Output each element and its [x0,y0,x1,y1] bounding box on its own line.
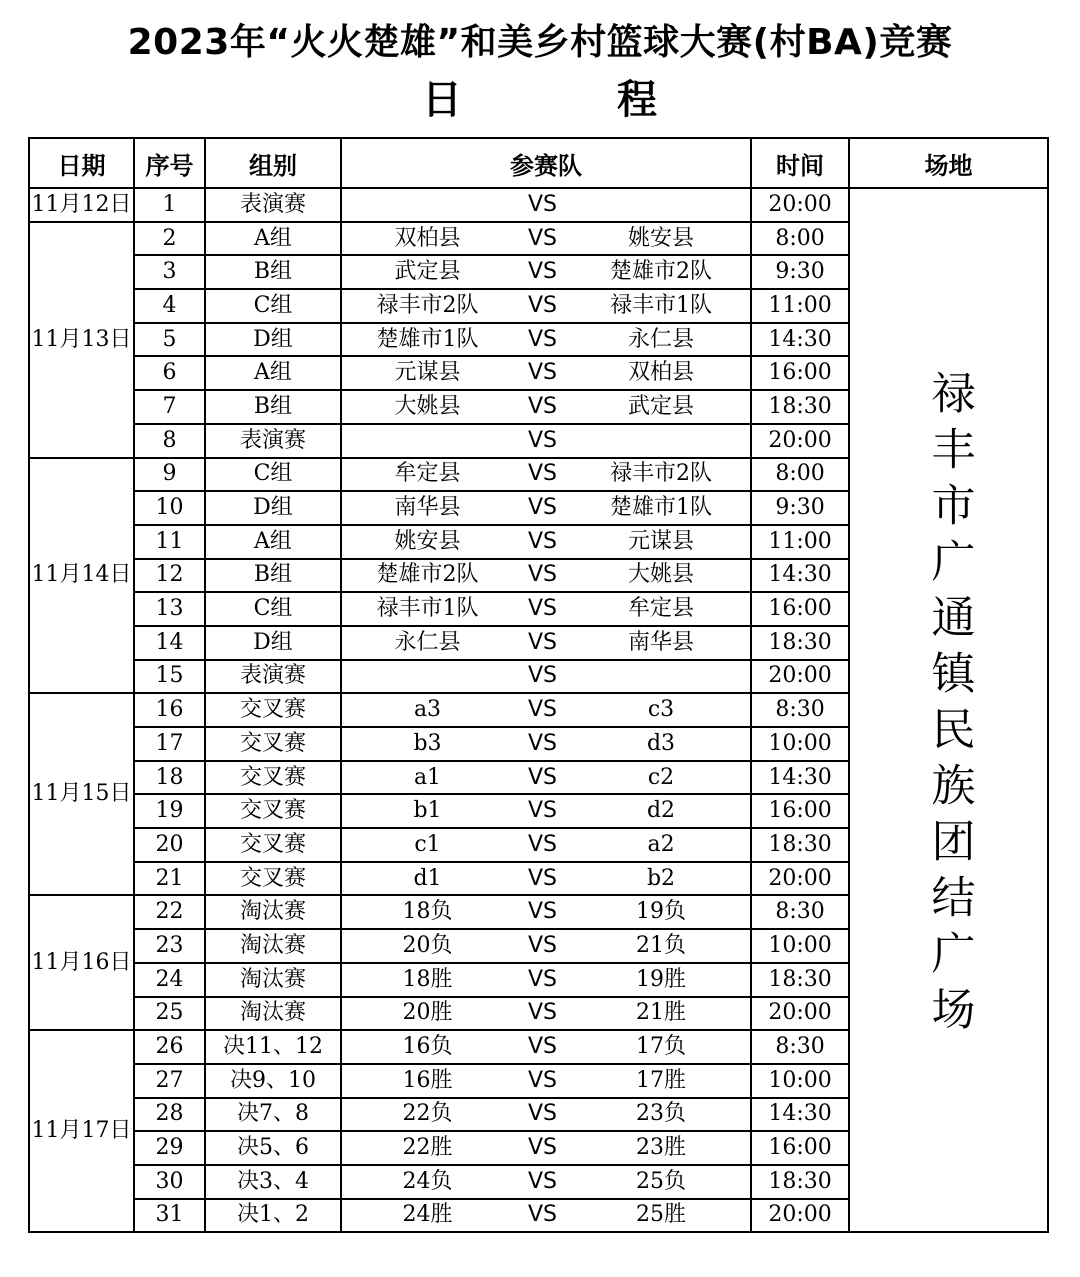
vs-cell: VS [513,1131,572,1165]
group-cell: 决3、4 [205,1165,341,1199]
match-number: 20 [134,828,205,862]
team1-cell: 南华县 [341,491,513,525]
vs-cell: VS [513,390,572,424]
vs-cell: VS [513,761,572,795]
group-cell: 交叉赛 [205,761,341,795]
match-number: 25 [134,997,205,1031]
team2-cell: 牟定县 [572,592,751,626]
group-cell: B组 [205,255,341,289]
team2-cell: 姚安县 [572,222,751,256]
date-cell: 11月14日 [29,458,134,694]
vs-cell: VS [513,727,572,761]
time-cell: 20:00 [751,1199,849,1233]
time-cell: 20:00 [751,997,849,1031]
time-cell: 9:30 [751,491,849,525]
time-cell: 18:30 [751,828,849,862]
vs-cell: VS [513,491,572,525]
vs-cell: VS [513,525,572,559]
team2-cell: 23负 [572,1098,751,1132]
team1-cell [341,424,513,458]
vs-cell: VS [513,559,572,593]
header-teams: 参赛队 [341,138,751,188]
date-cell: 11月16日 [29,895,134,1030]
vs-cell: VS [513,424,572,458]
match-number: 27 [134,1064,205,1098]
match-number: 29 [134,1131,205,1165]
time-cell: 14:30 [751,761,849,795]
vs-cell: VS [513,222,572,256]
vs-cell: VS [513,660,572,694]
time-cell: 10:00 [751,929,849,963]
schedule-body [29,188,1048,1232]
group-cell: B组 [205,559,341,593]
time-cell: 9:30 [751,255,849,289]
team1-cell: 双柏县 [341,222,513,256]
group-cell: 表演赛 [205,424,341,458]
document-title: 2023年“火火楚雄”和美乡村篮球大赛(村BA)竞赛 [127,22,953,63]
vs-cell: VS [513,929,572,963]
team2-cell: 21胜 [572,997,751,1031]
team2-cell: 武定县 [572,390,751,424]
vs-cell: VS [513,356,572,390]
team1-cell: 22胜 [341,1131,513,1165]
vs-cell: VS [513,693,572,727]
time-cell: 14:30 [751,323,849,357]
match-number: 2 [134,222,205,256]
time-cell: 18:30 [751,963,849,997]
header-time: 时间 [751,138,849,188]
time-cell: 8:30 [751,895,849,929]
team2-cell: 25胜 [572,1199,751,1233]
team1-cell: 18负 [341,895,513,929]
team1-cell: 楚雄市1队 [341,323,513,357]
date-cell: 11月15日 [29,693,134,895]
team2-cell: a2 [572,828,751,862]
team2-cell [572,660,751,694]
vs-cell: VS [513,862,572,896]
match-number: 13 [134,592,205,626]
vs-cell: VS [513,794,572,828]
time-cell: 11:00 [751,525,849,559]
time-cell: 20:00 [751,188,849,222]
team1-cell: 24胜 [341,1199,513,1233]
team1-cell: 姚安县 [341,525,513,559]
vs-cell: VS [513,1165,572,1199]
vs-cell: VS [513,255,572,289]
match-number: 23 [134,929,205,963]
team2-cell: 禄丰市2队 [572,458,751,492]
team1-cell: 20负 [341,929,513,963]
team2-cell: c2 [572,761,751,795]
team2-cell: 楚雄市2队 [572,255,751,289]
match-number: 8 [134,424,205,458]
match-number: 17 [134,727,205,761]
group-cell: 交叉赛 [205,828,341,862]
team1-cell: 16胜 [341,1064,513,1098]
time-cell: 18:30 [751,390,849,424]
time-cell: 8:00 [751,458,849,492]
team2-cell: 楚雄市1队 [572,491,751,525]
group-cell: 表演赛 [205,188,341,222]
team2-cell: d3 [572,727,751,761]
team2-cell: 21负 [572,929,751,963]
group-cell: 淘汰赛 [205,997,341,1031]
time-cell: 20:00 [751,660,849,694]
group-cell: C组 [205,592,341,626]
time-cell: 8:00 [751,222,849,256]
group-cell: C组 [205,289,341,323]
group-cell: 交叉赛 [205,727,341,761]
team1-cell: 禄丰市2队 [341,289,513,323]
group-cell: 决1、2 [205,1199,341,1233]
vs-cell: VS [513,626,572,660]
match-number: 31 [134,1199,205,1233]
header-venue: 场地 [849,138,1048,188]
group-cell: D组 [205,323,341,357]
group-cell: 淘汰赛 [205,929,341,963]
match-number: 21 [134,862,205,896]
team1-cell: a1 [341,761,513,795]
match-number: 26 [134,1030,205,1064]
header-seq: 序号 [134,138,205,188]
match-number: 18 [134,761,205,795]
team2-cell [572,424,751,458]
header-date: 日期 [29,138,134,188]
vs-cell: VS [513,592,572,626]
vs-cell: VS [513,963,572,997]
schedule-table [28,137,1049,1233]
vs-cell: VS [513,1199,572,1233]
vs-cell: VS [513,458,572,492]
group-cell: 淘汰赛 [205,895,341,929]
team2-cell: c3 [572,693,751,727]
group-cell: D组 [205,626,341,660]
team2-cell: 17胜 [572,1064,751,1098]
time-cell: 20:00 [751,424,849,458]
team2-cell: 双柏县 [572,356,751,390]
match-number: 9 [134,458,205,492]
match-number: 24 [134,963,205,997]
match-number: 22 [134,895,205,929]
time-cell: 10:00 [751,1064,849,1098]
header-row [29,138,1048,188]
match-number: 4 [134,289,205,323]
vs-cell: VS [513,323,572,357]
time-cell: 8:30 [751,1030,849,1064]
group-cell: 交叉赛 [205,693,341,727]
vs-cell: VS [513,997,572,1031]
team2-cell [572,188,751,222]
vs-cell: VS [513,1030,572,1064]
team1-cell: 禄丰市1队 [341,592,513,626]
match-number: 7 [134,390,205,424]
vs-cell: VS [513,188,572,222]
match-number: 28 [134,1098,205,1132]
team1-cell: 大姚县 [341,390,513,424]
group-cell: 决7、8 [205,1098,341,1132]
match-number: 16 [134,693,205,727]
group-cell: 决9、10 [205,1064,341,1098]
match-number: 5 [134,323,205,357]
team1-cell: b3 [341,727,513,761]
vs-cell: VS [513,1098,572,1132]
team1-cell: c1 [341,828,513,862]
date-cell: 11月17日 [29,1030,134,1232]
header-group: 组别 [205,138,341,188]
group-cell: A组 [205,356,341,390]
vs-cell: VS [513,1064,572,1098]
group-cell: B组 [205,390,341,424]
team1-cell [341,188,513,222]
time-cell: 14:30 [751,1098,849,1132]
team1-cell: 武定县 [341,255,513,289]
group-cell: 决5、6 [205,1131,341,1165]
team2-cell: 永仁县 [572,323,751,357]
date-cell: 11月13日 [29,222,134,458]
vs-cell: VS [513,289,572,323]
time-cell: 16:00 [751,592,849,626]
team2-cell: 大姚县 [572,559,751,593]
group-cell: 表演赛 [205,660,341,694]
team2-cell: 南华县 [572,626,751,660]
group-cell: C组 [205,458,341,492]
subtitle-char-1: 日 [422,77,462,123]
match-number: 14 [134,626,205,660]
match-number: 3 [134,255,205,289]
match-number: 19 [134,794,205,828]
team2-cell: 17负 [572,1030,751,1064]
team2-cell: 禄丰市1队 [572,289,751,323]
group-cell: A组 [205,222,341,256]
time-cell: 10:00 [751,727,849,761]
team1-cell: 18胜 [341,963,513,997]
team1-cell: d1 [341,862,513,896]
time-cell: 16:00 [751,1131,849,1165]
team2-cell: b2 [572,862,751,896]
match-number: 15 [134,660,205,694]
team1-cell [341,660,513,694]
team2-cell: d2 [572,794,751,828]
group-cell: 交叉赛 [205,794,341,828]
time-cell: 8:30 [751,693,849,727]
match-number: 6 [134,356,205,390]
group-cell: A组 [205,525,341,559]
venue-cell [849,188,1048,1232]
venue-name: 禄丰市广通镇民族团结广场 [923,369,975,1042]
team1-cell: 20胜 [341,997,513,1031]
team1-cell: 16负 [341,1030,513,1064]
time-cell: 16:00 [751,356,849,390]
vs-cell: VS [513,828,572,862]
team2-cell: 元谋县 [572,525,751,559]
time-cell: 18:30 [751,626,849,660]
team2-cell: 25负 [572,1165,751,1199]
team1-cell: b1 [341,794,513,828]
team1-cell: 永仁县 [341,626,513,660]
team2-cell: 23胜 [572,1131,751,1165]
match-number: 10 [134,491,205,525]
match-number: 11 [134,525,205,559]
table-row [29,188,1048,222]
team1-cell: 24负 [341,1165,513,1199]
team1-cell: 牟定县 [341,458,513,492]
team1-cell: 元谋县 [341,356,513,390]
time-cell: 18:30 [751,1165,849,1199]
group-cell: 交叉赛 [205,862,341,896]
match-number: 12 [134,559,205,593]
team1-cell: 楚雄市2队 [341,559,513,593]
time-cell: 11:00 [751,289,849,323]
group-cell: 淘汰赛 [205,963,341,997]
group-cell: D组 [205,491,341,525]
team2-cell: 19胜 [572,963,751,997]
vs-cell: VS [513,895,572,929]
time-cell: 20:00 [751,862,849,896]
match-number: 30 [134,1165,205,1199]
team1-cell: a3 [341,693,513,727]
match-number: 1 [134,188,205,222]
document-subtitle [0,74,1080,126]
team2-cell: 19负 [572,895,751,929]
date-cell: 11月12日 [29,188,134,222]
time-cell: 16:00 [751,794,849,828]
group-cell: 决11、12 [205,1030,341,1064]
time-cell: 14:30 [751,559,849,593]
team1-cell: 22负 [341,1098,513,1132]
subtitle-char-2: 程 [617,77,657,123]
